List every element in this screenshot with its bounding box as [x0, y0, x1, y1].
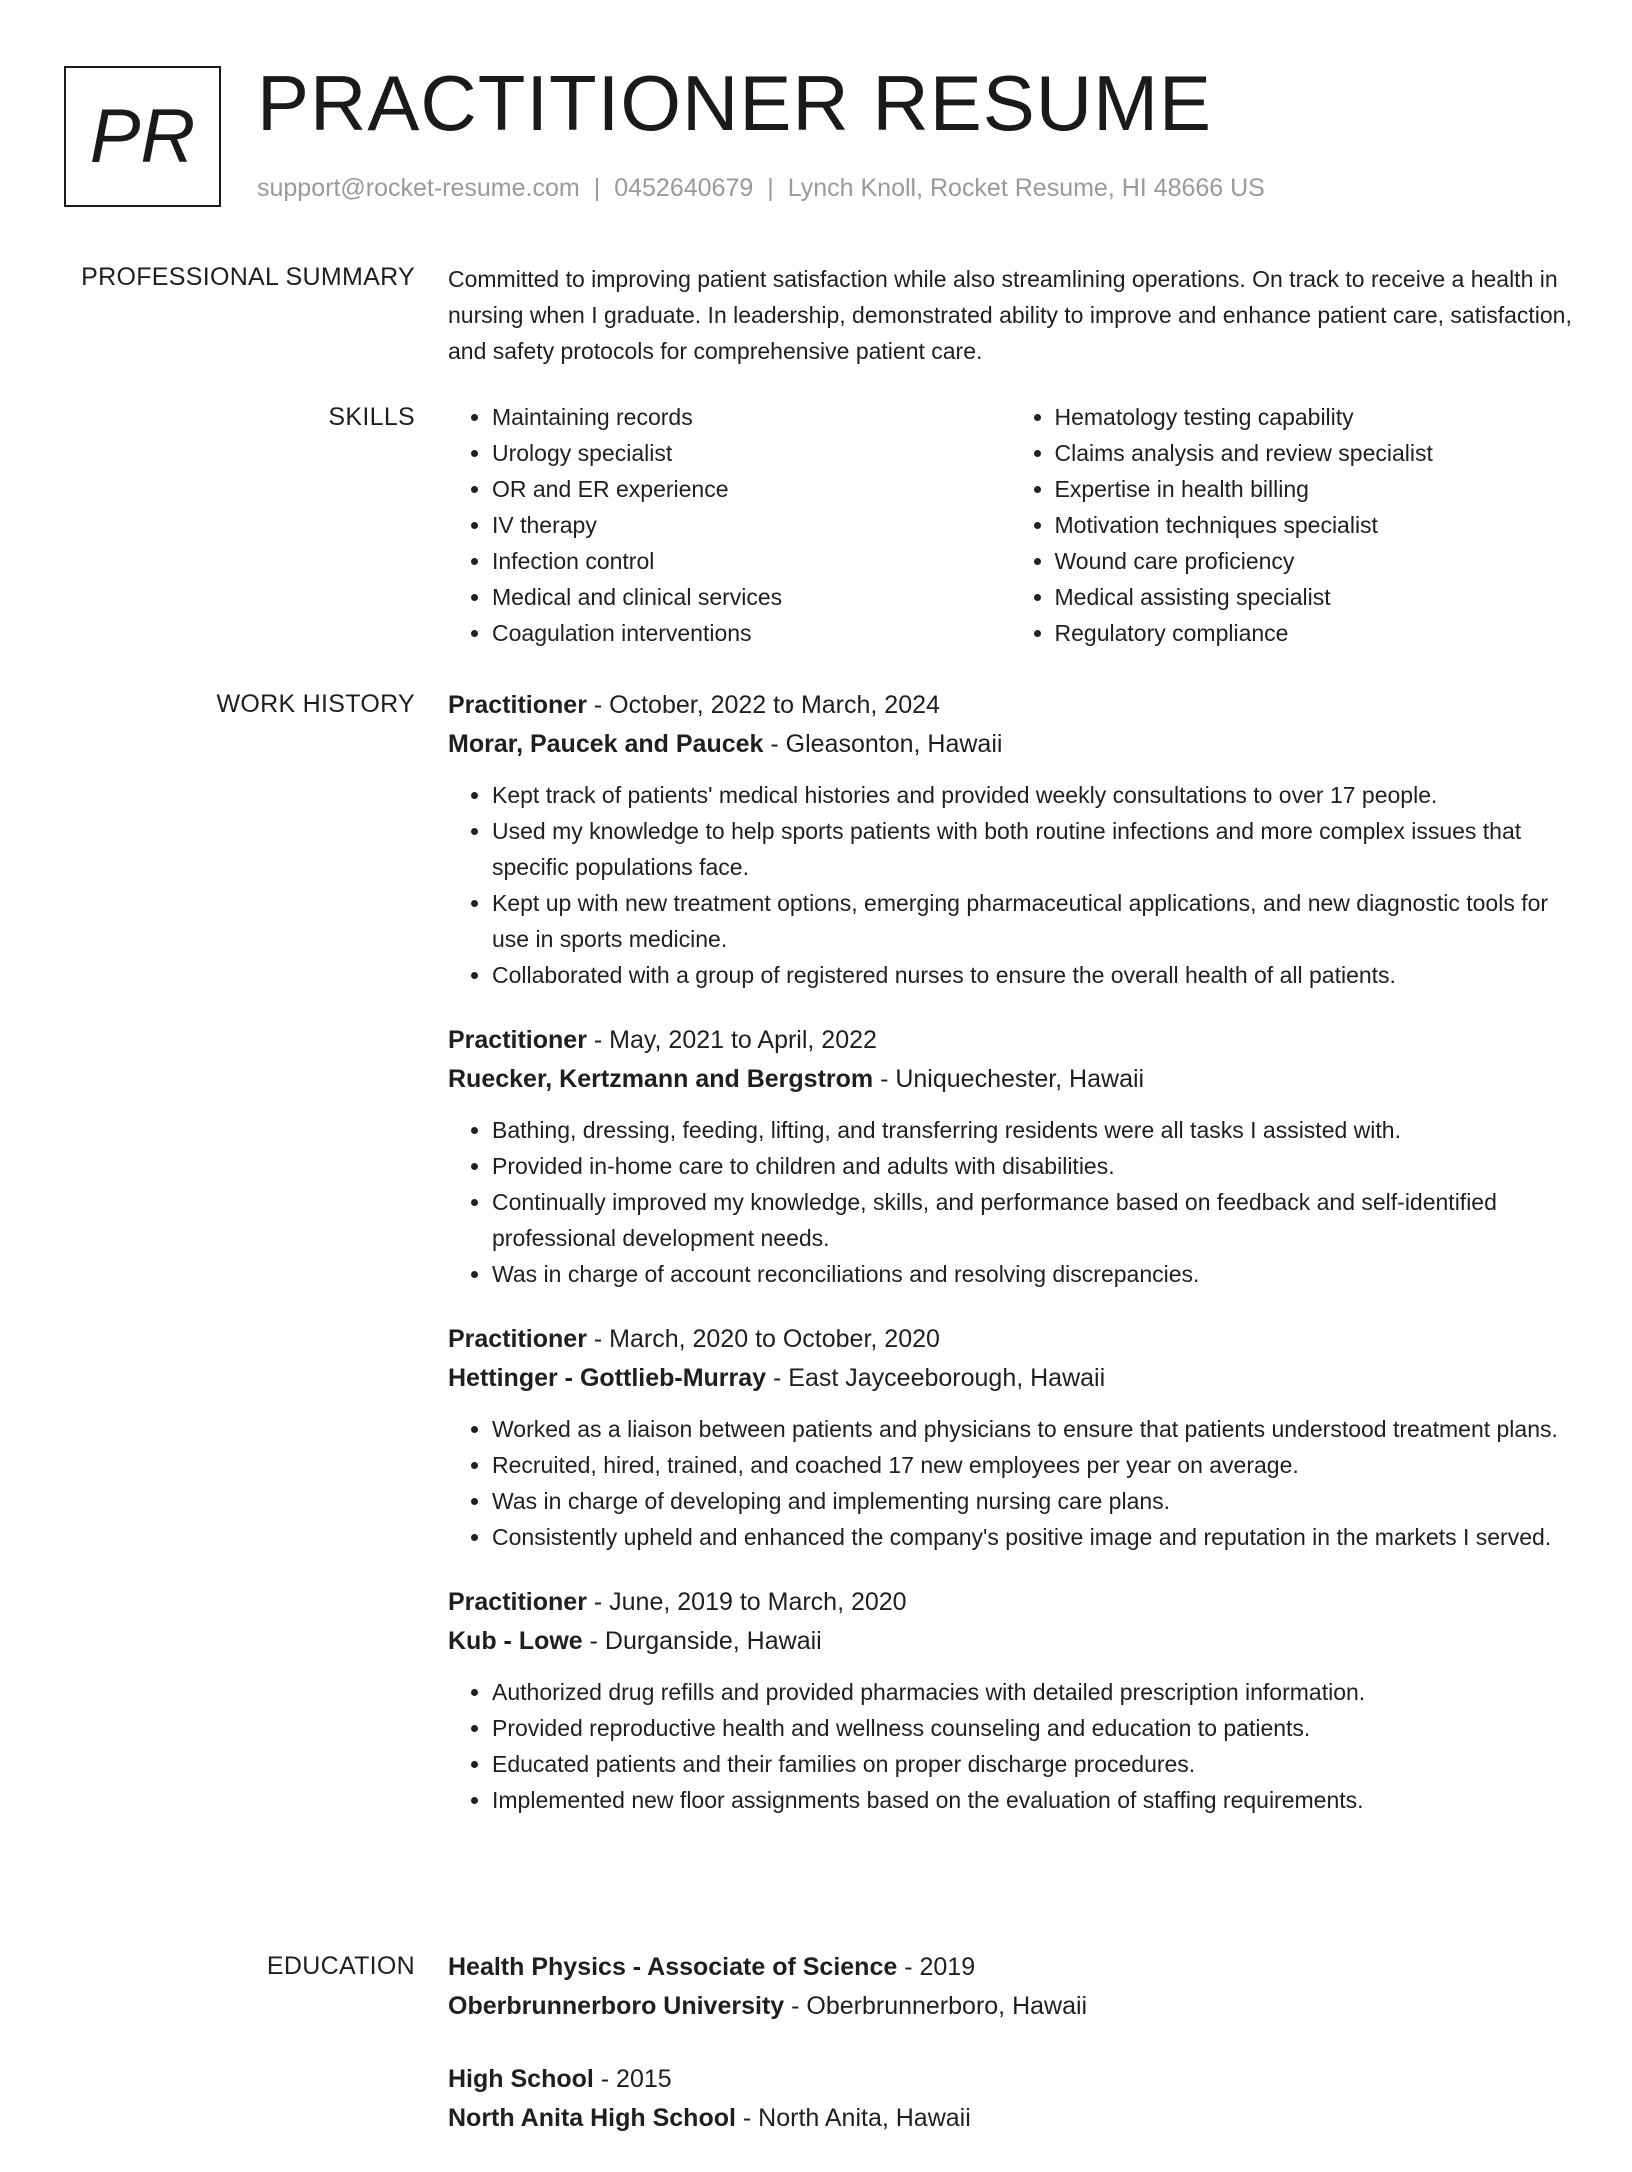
- education-location: - North Anita, Hawaii: [735, 2104, 971, 2132]
- job-dates: - June, 2019 to March, 2020: [586, 1588, 907, 1616]
- monogram-text: PR: [89, 94, 196, 179]
- skill-item: • Coagulation interventions: [492, 615, 1011, 651]
- job-bullets: [448, 777, 1573, 993]
- job-location: - Uniquechester, Hawaii: [873, 1065, 1145, 1093]
- education-school: North Anita High School: [448, 2104, 736, 2132]
- skill-item: • Maintaining records: [492, 399, 1011, 435]
- job-title-line: [448, 1583, 1573, 1622]
- job-company-line: [448, 1060, 1573, 1099]
- job-company: Morar, Paucek and Paucek: [448, 730, 764, 758]
- education-year: - 2019: [897, 1953, 976, 1981]
- job-entry: [448, 1583, 1573, 1818]
- job-bullet: • Provided in-home care to children and adults with disabilities.: [492, 1148, 1573, 1184]
- job-bullets: [448, 1112, 1573, 1292]
- job-title: Practitioner: [448, 1325, 587, 1353]
- job-company: Ruecker, Kertzmann and Bergstrom: [448, 1065, 874, 1093]
- skill-item: • Medical and clinical services: [492, 579, 1011, 615]
- skill-item: • Infection control: [492, 543, 1011, 579]
- job-company: Hettinger - Gottlieb-Murray: [448, 1364, 767, 1392]
- job-bullet: • Consistently upheld and enhanced the company's positive image and reputation in the markets I served.: [492, 1519, 1573, 1555]
- education-degree-line: [448, 1948, 1573, 1987]
- job-bullet: • Collaborated with a group of registered nurses to ensure the overall health of all patients.: [492, 957, 1573, 993]
- education-label: EDUCATION: [266, 1952, 415, 1980]
- contact-separator: |: [593, 174, 601, 202]
- job-bullet: • Authorized drug refills and provided pharmacies with detailed prescription information.: [492, 1674, 1573, 1710]
- job-bullet: • Implemented new floor assignments based on the evaluation of staffing requirements.: [492, 1782, 1573, 1818]
- contact-separator: |: [767, 174, 774, 202]
- job-entry: [448, 686, 1573, 993]
- skill-item: • Motivation techniques specialist: [1055, 507, 1574, 543]
- job-bullet: • Continually improved my knowledge, skills, and performance based on feedback and self-identified professional development needs.: [492, 1184, 1573, 1256]
- education-entry: [448, 1948, 1573, 2026]
- job-company: Kub - Lowe: [448, 1627, 583, 1655]
- job-bullets: [448, 1411, 1573, 1555]
- job-location: - Durganside, Hawaii: [582, 1627, 822, 1655]
- job-dates: - October, 2022 to March, 2024: [586, 691, 940, 719]
- contact-address: Lynch Knoll, Rocket Resume, HI 48666 US: [787, 174, 1265, 202]
- skill-item: • OR and ER experience: [492, 471, 1011, 507]
- job-bullets: [448, 1674, 1573, 1818]
- monogram-logo: [64, 66, 221, 207]
- job-bullet: • Kept track of patients' medical histories and provided weekly consultations to over 17 people.: [492, 777, 1573, 813]
- job-entry: [448, 1320, 1573, 1555]
- job-location: - Gleasonton, Hawaii: [763, 730, 1003, 758]
- education-entry: [448, 2060, 1573, 2138]
- jobs-container: [448, 686, 1573, 1846]
- education-container: [448, 1948, 1573, 2172]
- job-title: Practitioner: [448, 691, 587, 719]
- education-degree-line: [448, 2060, 1573, 2099]
- skill-item: • Wound care proficiency: [1055, 543, 1574, 579]
- education-degree: High School: [448, 2065, 594, 2093]
- summary-text: Committed to improving patient satisfaction while also streamlining operations. On track to receive a health in nursing when I graduate. In leadership, demonstrated ability to improve and enhance patient care, satisfaction, and safety protocols for comprehensive patient care.: [448, 266, 1572, 364]
- job-bullet: • Worked as a liaison between patients and physicians to ensure that patients understood treatment plans.: [492, 1411, 1573, 1447]
- job-bullet: • Educated patients and their families on proper discharge procedures.: [492, 1746, 1573, 1782]
- work-history-label: WORK HISTORY: [216, 690, 415, 718]
- job-company-line: [448, 1359, 1573, 1398]
- job-title: Practitioner: [448, 1588, 587, 1616]
- skill-item: • Claims analysis and review specialist: [1055, 435, 1574, 471]
- skills-label: SKILLS: [328, 403, 415, 431]
- contact-line: [257, 174, 1265, 203]
- job-title-line: [448, 1320, 1573, 1359]
- skill-item: • IV therapy: [492, 507, 1011, 543]
- education-location: - Oberbrunnerboro, Hawaii: [784, 1992, 1088, 2020]
- job-company-line: [448, 725, 1573, 764]
- job-bullet: • Used my knowledge to help sports patients with both routine infections and more complex issues that specific populations face.: [492, 813, 1573, 885]
- summary-label: PROFESSIONAL SUMMARY: [81, 263, 415, 291]
- job-bullet: • Was in charge of account reconciliations and resolving discrepancies.: [492, 1256, 1573, 1292]
- education-school-line: [448, 1987, 1573, 2026]
- job-bullet: • Kept up with new treatment options, emerging pharmaceutical applications, and new diagnostic tools for use in sports medicine.: [492, 885, 1573, 957]
- contact-phone: 0452640679: [614, 174, 754, 202]
- job-dates: - May, 2021 to April, 2022: [586, 1026, 877, 1054]
- job-bullet: • Recruited, hired, trained, and coached 17 new employees per year on average.: [492, 1447, 1573, 1483]
- skill-item: • Regulatory compliance: [1055, 615, 1574, 651]
- skill-item: • Expertise in health billing: [1055, 471, 1574, 507]
- job-entry: [448, 1021, 1573, 1292]
- job-title-line: [448, 1021, 1573, 1060]
- education-degree: Health Physics - Associate of Science: [448, 1953, 898, 1981]
- job-dates: - March, 2020 to October, 2020: [586, 1325, 940, 1353]
- job-bullet: • Bathing, dressing, feeding, lifting, and transferring residents were all tasks I assisted with.: [492, 1112, 1573, 1148]
- skill-item: • Hematology testing capability: [1055, 399, 1574, 435]
- education-year: - 2015: [593, 2065, 672, 2093]
- education-school: Oberbrunnerboro University: [448, 1992, 785, 2020]
- job-title-line: [448, 686, 1573, 725]
- job-bullet: • Was in charge of developing and implementing nursing care plans.: [492, 1483, 1573, 1519]
- job-company-line: [448, 1622, 1573, 1661]
- job-title: Practitioner: [448, 1026, 587, 1054]
- resume-title: PRACTITIONER RESUME: [257, 59, 1213, 147]
- job-bullet: • Provided reproductive health and wellness counseling and education to patients.: [492, 1710, 1573, 1746]
- job-location: - East Jayceeborough, Hawaii: [766, 1364, 1106, 1392]
- skill-item: • Medical assisting specialist: [1055, 579, 1574, 615]
- education-school-line: [448, 2099, 1573, 2138]
- contact-email[interactable]: support@rocket-resume.com: [257, 174, 580, 202]
- skill-item: • Urology specialist: [492, 435, 1011, 471]
- skills-list-left: [448, 399, 1011, 651]
- skills-list-right: [1011, 399, 1574, 651]
